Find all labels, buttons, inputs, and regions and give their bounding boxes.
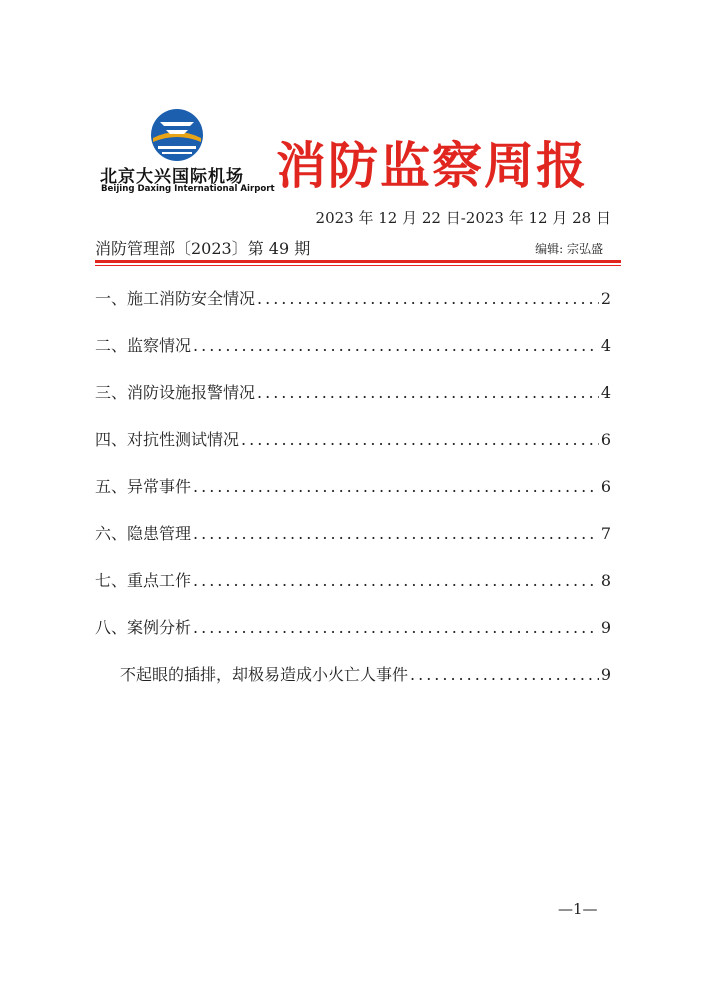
- toc-entry-label: 三、消防设施报警情况: [95, 383, 256, 402]
- toc-entry-label: 七、重点工作: [95, 571, 192, 590]
- table-of-contents: [95, 286, 611, 709]
- header-divider-thick: [95, 260, 621, 263]
- toc-leader-dots: [241, 430, 599, 449]
- toc-entry-label: 六、隐患管理: [95, 524, 192, 543]
- toc-entry-label: 一、施工消防安全情况: [95, 289, 256, 308]
- toc-leader-dots: [193, 336, 599, 355]
- toc-entry-page: 8: [600, 571, 611, 590]
- toc-leader-dots: [257, 289, 599, 308]
- editor-credit: 编辑: 宗弘盛: [535, 242, 603, 256]
- toc-entry-page: 6: [600, 430, 611, 449]
- toc-entry-page: 4: [600, 383, 611, 402]
- toc-entry-page: 9: [600, 618, 611, 637]
- toc-entry-case-analysis[interactable]: [95, 615, 611, 662]
- toc-entry-label: 五、异常事件: [95, 477, 192, 496]
- toc-entry-label: 不起眼的插排，却极易造成小火亡人事件: [120, 665, 409, 684]
- toc-leader-dots: [193, 477, 599, 496]
- toc-leader-dots: [257, 383, 599, 402]
- toc-entry-label: 四、对抗性测试情况: [95, 430, 240, 449]
- issue-number: 消防管理部〔2023〕第 49 期: [95, 239, 311, 258]
- logo-chinese-name: 北京大兴国际机场: [100, 167, 244, 187]
- toc-entry-inspection[interactable]: [95, 333, 611, 380]
- toc-leader-dots: [193, 571, 599, 590]
- toc-leader-dots: [410, 665, 599, 684]
- toc-entry-page: 6: [600, 477, 611, 496]
- toc-leader-dots: [193, 618, 599, 637]
- toc-entry-hazard-management[interactable]: [95, 521, 611, 568]
- toc-entry-page: 7: [600, 524, 611, 543]
- toc-entry-abnormal-events[interactable]: [95, 474, 611, 521]
- toc-entry-page: 4: [600, 336, 611, 355]
- toc-entry-key-work[interactable]: [95, 568, 611, 615]
- toc-entry-facility-alarms[interactable]: [95, 380, 611, 427]
- date-range: 2023 年 12 月 22 日-2023 年 12 月 28 日: [315, 209, 611, 227]
- toc-entry-label: 八、案例分析: [95, 618, 192, 637]
- toc-entry-page: 2: [600, 289, 611, 308]
- page-number: —1—: [558, 900, 598, 918]
- airport-logo-emblem-icon: [144, 108, 210, 162]
- toc-entry-adversarial-tests[interactable]: [95, 427, 611, 474]
- toc-entry-construction-safety[interactable]: [95, 286, 611, 333]
- logo-english-name: Beijing Daxing International Airport: [101, 184, 275, 194]
- toc-subentry-power-strip-case[interactable]: [95, 662, 611, 709]
- header-divider-thin: [95, 265, 621, 266]
- toc-entry-page: 9: [600, 665, 611, 684]
- toc-entry-label: 二、监察情况: [95, 336, 192, 355]
- report-title: 消防监察周报: [276, 137, 588, 195]
- toc-leader-dots: [193, 524, 599, 543]
